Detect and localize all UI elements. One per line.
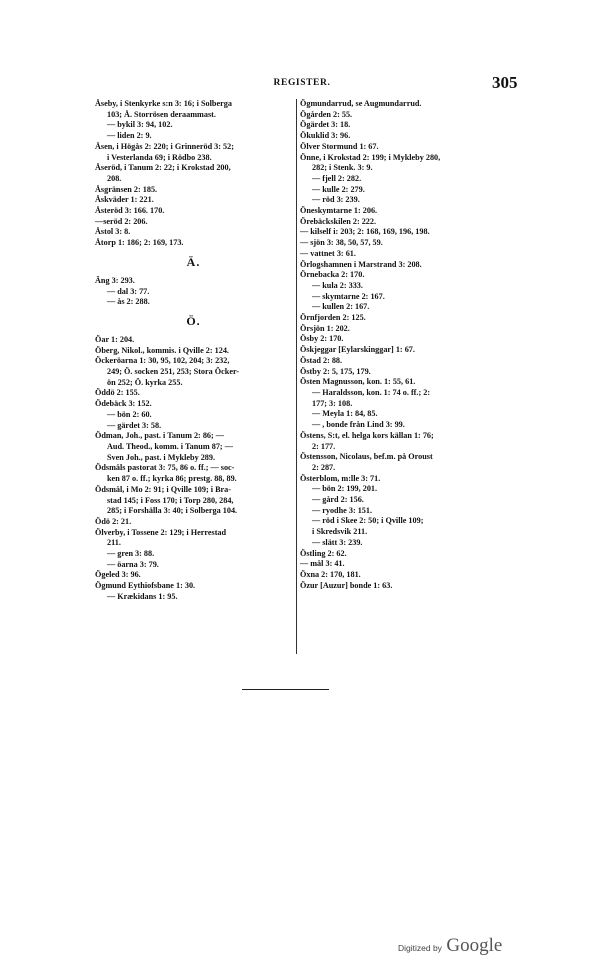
index-entry: stad 145; i Foss 170; i Torp 280, 284, [107, 495, 234, 505]
index-entry: Ölver Stormund 1: 67. [300, 141, 379, 151]
index-entry: 282; i Stenk. 3: 9. [312, 163, 373, 173]
index-entry: — kullen 2: 167. [312, 302, 370, 312]
index-entry: — liden 2: 9. [107, 131, 152, 141]
page-number: 305 [492, 73, 518, 92]
index-entry: Åstol 3: 8. [95, 227, 131, 237]
index-entry: Äng 3: 293. [95, 275, 135, 285]
index-entry: — röd i Skee 2: 50; i Qville 109; [312, 516, 424, 526]
index-entry: Öxna 2: 170, 181. [300, 569, 361, 579]
index-entry: Ödsmål, i Mo 2: 91; i Qville 109; i Bra- [95, 484, 231, 494]
index-entry: Sven Joh., past. i Mykleby 289. [107, 452, 216, 462]
index-entry: 249; Ö. socken 251, 253; Stora Öcker- [107, 367, 240, 377]
index-entry: Åsteröd 3: 166. 170. [95, 206, 165, 216]
index-entry: Öberg, Nikol., kommis. i Qville 2: 124. [95, 345, 229, 355]
index-entry: Östens, S:t, el. helga kors källan 1: 76; [300, 430, 434, 440]
index-entry: — Haraldsson, kon. 1: 74 o. ff.; 2: [312, 387, 431, 397]
index-entry: Åsen, i Högås 2: 220; i Grinneröd 3: 52; [95, 141, 234, 151]
index-entry: Ösby 2: 170. [300, 334, 344, 344]
index-entry: Åskväder 1: 221. [95, 195, 154, 205]
index-entry: ken 87 o. ff.; kyrka 86; prestg. 88, 89. [107, 474, 237, 484]
section-heading-a-umlaut: Ä. [186, 254, 201, 269]
index-entry: — sjön 3: 38, 50, 57, 59. [300, 238, 383, 248]
entries-a-umlaut [95, 276, 292, 308]
index-entry: Öckeröarna 1: 30, 95, 102, 204; 3: 232, [95, 356, 230, 366]
index-entry: — Krækidans 1: 95. [107, 591, 178, 601]
index-entry: — dal 3: 77. [107, 286, 150, 296]
index-entry: — röd 3: 239. [312, 195, 360, 205]
index-entry: 2: 287. [312, 462, 336, 472]
index-entry: Åseröd, i Tanum 2: 22; i Krokstad 200, [95, 163, 231, 173]
index-entry: — vattnet 3: 61. [300, 248, 356, 258]
index-entry: 2: 177. [312, 441, 336, 451]
index-entry: Ögården 2: 55. [300, 109, 353, 119]
index-entry: Öddö 2: 155. [95, 388, 140, 398]
index-entry: — kulle 2: 279. [312, 184, 365, 194]
index-entry: Öar 1: 204. [95, 334, 135, 344]
index-entry: Åseby, i Stenkyrke s:n 3: 16; i Solberga [95, 99, 232, 108]
index-entry: Ödsmåls pastorat 3: 75, 86 o. ff.; — soc- [95, 463, 235, 473]
index-entry: Önne, i Krokstad 2: 199; i Mykleby 280, [300, 152, 441, 162]
index-entry: Örebäckskilen 2: 222. [300, 216, 377, 226]
index-entry: Ögeled 3: 96. [95, 570, 141, 580]
index-entry: Österblom, m:lle 3: 71. [300, 473, 381, 483]
index-entry: Aud. Theod., komm. i Tanum 87; — [107, 441, 233, 451]
index-entry: Örnfjorden 2: 125. [300, 313, 366, 323]
watermark-prefix: Digitized by [398, 943, 442, 953]
index-entry: Ölverby, i Tossene 2: 129; i Herrestad [95, 527, 227, 537]
index-column-left [95, 99, 292, 603]
index-entry: 208. [107, 173, 122, 183]
section-heading-o-umlaut: Ö. [186, 313, 201, 328]
index-entry: — mål 3: 41. [300, 559, 345, 569]
index-entry: Ögmundarrud, se Augmundarrud. [300, 99, 422, 108]
running-header: REGISTER. [273, 78, 331, 88]
index-entry: Ögärdet 3: 18. [300, 120, 351, 130]
index-entry: — ryodhe 3: 151. [312, 505, 373, 515]
index-entry: 177; 3: 108. [312, 398, 353, 408]
entries-o-umlaut [95, 335, 292, 603]
index-entry: Ögmund Eythiofsbane 1: 30. [95, 581, 196, 591]
index-entry: Öneskymtarne 1: 206. [300, 206, 378, 216]
index-entry: — Meyla 1: 84, 85. [312, 409, 378, 419]
index-entry: Ökuklid 3: 96. [300, 131, 351, 141]
index-entry: 285; i Forshälla 3: 40; i Solberga 104. [107, 506, 238, 516]
index-entry: Ödö 2: 21. [95, 516, 132, 526]
index-entry: Åsgränsen 2: 185. [95, 184, 158, 194]
index-entry: —seröd 2: 206. [95, 216, 148, 226]
index-entry: Örnebacka 2: 170. [300, 270, 365, 280]
index-entry: — kilself i: 203; 2: 168, 169, 196, 198. [300, 227, 430, 237]
index-entry: 211. [107, 538, 121, 548]
index-entry: ön 252; Ö. kyrka 255. [107, 377, 183, 387]
index-entry: — kula 2: 333. [312, 280, 363, 290]
entries-a-ring [95, 99, 292, 249]
index-entry: Örlogshamnen i Marstrand 3: 208. [300, 259, 422, 269]
index-entry: — slätt 3: 239. [312, 537, 363, 547]
index-entry: Ödebäck 3: 152. [95, 399, 152, 409]
index-entry: — skymtarne 2: 167. [312, 291, 385, 301]
index-entry: — öarna 3: 79. [107, 559, 159, 569]
index-entry: Östen Magnusson, kon. 1: 55, 61. [300, 377, 416, 387]
end-rule [242, 689, 329, 690]
index-entry: — gård 2: 156. [312, 495, 364, 505]
index-entry: Östensson, Nicolaus, bef.m. på Oroust [300, 452, 433, 462]
index-entry: — , bonde från Lind 3: 99. [312, 420, 405, 430]
index-entry: — bön 2: 199, 201. [312, 484, 378, 494]
index-entry: — fjell 2: 282. [312, 173, 362, 183]
index-column-right [300, 99, 505, 591]
index-entry: — bön 2: 60. [107, 409, 152, 419]
index-entry: i Vesterlanda 69; i Rödbo 238. [107, 152, 212, 162]
index-entry: Östad 2: 88. [300, 355, 343, 365]
index-entry: Öskjeggar [Eylarskinggar] 1: 67. [300, 345, 415, 355]
index-entry: Östby 2: 5, 175, 179. [300, 366, 371, 376]
digitized-watermark [398, 935, 502, 957]
index-entry: Åtorp 1: 186; 2: 169, 173. [95, 238, 184, 248]
index-entry: i Skredsvik 211. [312, 527, 368, 537]
index-entry: — gren 3: 88. [107, 549, 155, 559]
index-entry: Özur [Auzur] bonde 1: 63. [300, 580, 393, 590]
index-entry: Ödman, Joh., past. i Tanum 2: 86; — [95, 431, 224, 441]
column-divider [296, 99, 297, 654]
index-entry: Örsjön 1: 202. [300, 323, 350, 333]
index-entry: 103; Å. Storrösen deraammast. [107, 109, 216, 119]
index-entry: — bykil 3: 94, 102. [107, 120, 173, 130]
watermark-brand: Google [446, 935, 503, 956]
index-entry: — ås 2: 288. [107, 297, 150, 307]
index-entry: — gärdet 3: 58. [107, 420, 162, 430]
index-entry: Östling 2: 62. [300, 548, 347, 558]
